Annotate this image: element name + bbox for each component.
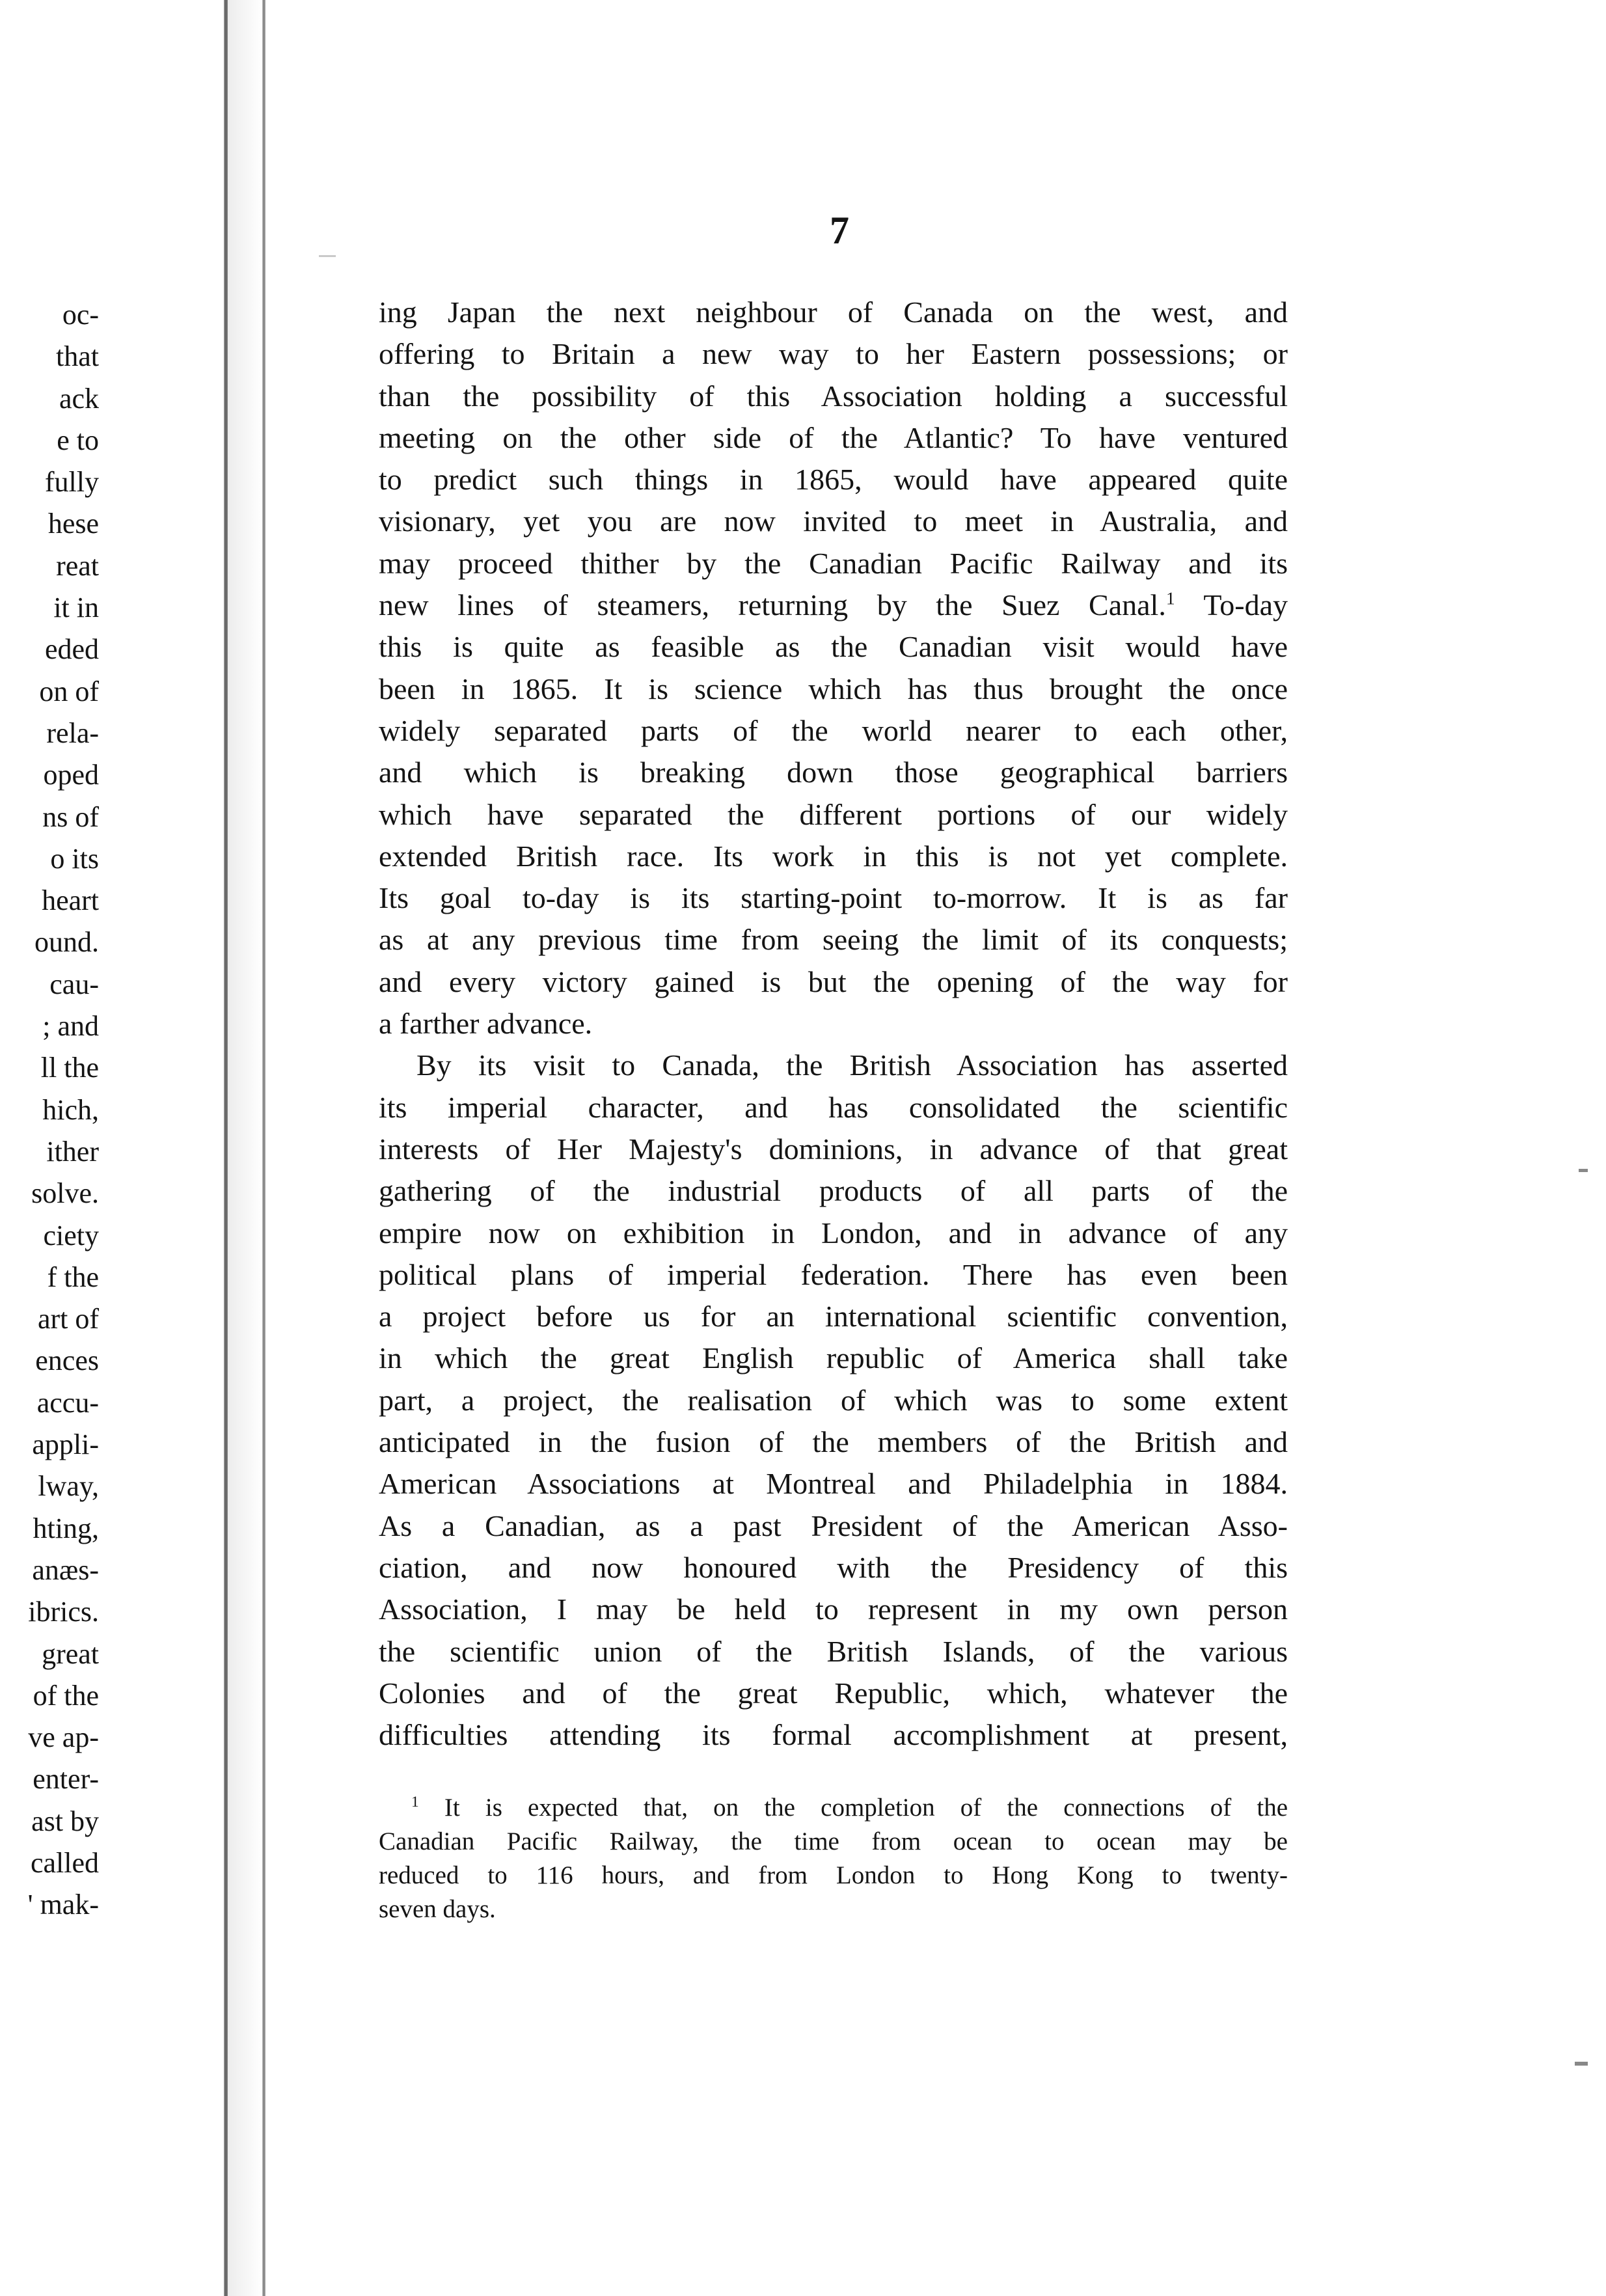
text-line: offering to Britain a new way to her Eastern possessions; or (379, 337, 1288, 371)
text-line: visionary, yet you are now invited to meet in Australia, and (379, 504, 1288, 538)
footnote-marker: 1 (1165, 588, 1175, 608)
text-line: gathering of the industrial products of all parts of the (379, 1174, 1288, 1208)
left-page-fragment: great (42, 1637, 99, 1670)
left-page-fragment: of the (33, 1679, 99, 1712)
paragraph-1 (379, 292, 1288, 1045)
text-line: a farther advance. (379, 1007, 593, 1041)
text-segment: To-day (1203, 588, 1288, 622)
footnote-marker: 1 (411, 1794, 419, 1811)
left-page-fragment: anæs- (32, 1553, 99, 1586)
text-line: as at any previous time from seeing the limit of its conquests; (379, 923, 1288, 957)
left-page-fragment: ' mak- (27, 1889, 99, 1921)
left-page-fragment: that (56, 340, 99, 373)
left-page-fragment: fully (44, 466, 99, 499)
left-page-fragment: solve. (31, 1177, 99, 1210)
left-page-text-fragments (0, 294, 99, 1926)
text-line: empire now on exhibition in London, and in advance of any (379, 1216, 1288, 1250)
text-line: Colonies and of the great Republic, which, whatever the (379, 1676, 1288, 1710)
text-line: been in 1865. It is science which has thus brought the once (379, 672, 1288, 705)
text-line: As a Canadian, as a past President of the American Asso- (379, 1509, 1288, 1542)
text-line: ciation, and now honoured with the Presidency of this (379, 1550, 1288, 1584)
gutter-line-inner (262, 0, 265, 2296)
text-line: interests of Her Majesty's dominions, in advance of that great (379, 1132, 1288, 1166)
left-page-fragment: heart (42, 884, 99, 917)
left-page-fragment: accu- (36, 1386, 99, 1419)
text-line-with-footnote (379, 584, 1288, 626)
left-page-fragment: it in (53, 592, 99, 624)
footnote-line: seven days. (379, 1895, 496, 1923)
body-text (379, 292, 1288, 1756)
left-page-fragment: on of (39, 675, 99, 707)
left-page-fragment: ibrics. (28, 1596, 99, 1628)
page-number: 7 (830, 209, 849, 252)
text-line: American Associations at Montreal and Philadelphia in 1884. (379, 1467, 1288, 1501)
footnote-line: reduced to 116 hours, and from London to Hong Kong to twenty- (379, 1861, 1288, 1889)
gutter-shadow (228, 0, 262, 2296)
left-page-fragment: ast by (31, 1805, 99, 1837)
paragraph-2 (379, 1045, 1288, 1756)
left-page-fragment: reat (56, 549, 99, 582)
left-page-fragment: ll the (40, 1052, 99, 1084)
left-page-fragment: o its (50, 842, 99, 875)
text-line: extended British race. Its work in this is not yet complete. (379, 839, 1288, 873)
text-line: Association, I may be held to represent in my own person (379, 1592, 1288, 1626)
text-line: widely separated parts of the world nearer to each other, (379, 713, 1288, 747)
left-page-fragment: ences (35, 1345, 99, 1377)
left-page-fragment: cau- (49, 968, 99, 1000)
text-line: By its visit to Canada, the British Association has asserted (416, 1048, 1288, 1082)
left-page-fragment: eded (44, 633, 99, 666)
page-tick-mark (319, 255, 336, 257)
left-page-fragment: hese (48, 508, 99, 540)
text-line: and which is breaking down those geographical barriers (379, 756, 1288, 789)
text-line: than the possibility of this Association holding a successful (379, 379, 1288, 413)
right-page-edge (1580, 0, 1606, 2296)
left-page-fragment: ither (46, 1135, 99, 1168)
left-page-fragment: ciety (43, 1219, 99, 1251)
left-page-fragment: ; and (42, 1010, 99, 1043)
footnote-line (379, 1791, 1288, 1825)
text-line: anticipated in the fusion of the members of the British and (379, 1425, 1288, 1459)
text-line: the scientific union of the British Islands, of the various (379, 1634, 1288, 1668)
text-line: a project before us for an international scientific convention, (379, 1300, 1288, 1333)
edge-mark (1579, 1169, 1588, 1172)
text-line: to predict such things in 1865, would have appeared quite (379, 463, 1288, 497)
text-line: Its goal to-day is its starting-point to-morrow. It is as far (379, 881, 1288, 915)
gutter-line-outer (224, 0, 228, 2296)
text-line: difficulties attending its formal accomplishment at present, (379, 1718, 1288, 1752)
left-page-fragment: hting, (33, 1512, 99, 1544)
footnote-line: Canadian Pacific Railway, the time from ocean to ocean may be (379, 1827, 1288, 1855)
text-line: part, a project, the realisation of which was to some extent (379, 1383, 1288, 1417)
text-line: its imperial character, and has consolidated the scientific (379, 1090, 1288, 1124)
text-line: may proceed thither by the Canadian Pacific Railway and its (379, 546, 1288, 580)
edge-mark (1575, 2062, 1588, 2066)
left-page-fragment: ound. (34, 926, 99, 959)
left-page-fragment: rela- (46, 717, 99, 749)
text-line: meeting on the other side of the Atlantic? To have ventured (379, 420, 1288, 454)
left-page-fragment: enter- (33, 1763, 99, 1796)
left-page-fragment: appli- (32, 1428, 99, 1461)
left-page-fragment: called (30, 1846, 99, 1879)
text-line: and every victory gained is but the opening of the way for (379, 964, 1288, 998)
text-segment: It is expected that, on the completion of the connections of the (444, 1794, 1288, 1822)
text-line: political plans of imperial federation. There has even been (379, 1257, 1288, 1291)
left-page-fragment: art of (37, 1303, 99, 1335)
left-page-fragment: lway, (38, 1470, 99, 1503)
footnote (379, 1791, 1288, 1926)
text-line: which have separated the different portions of our widely (379, 797, 1288, 831)
left-page-fragment: hich, (42, 1093, 99, 1126)
text-segment: new lines of steamers, returning by the Suez Canal. (379, 588, 1166, 622)
left-page-fragment: oped (43, 759, 99, 791)
text-line: ing Japan the next neighbour of Canada on the west, and (379, 295, 1288, 329)
left-page-fragment: f the (47, 1261, 99, 1293)
left-page-strip (0, 0, 223, 2296)
text-line: in which the great English republic of America shall take (379, 1341, 1288, 1375)
left-page-fragment: oc- (62, 299, 99, 331)
left-page-fragment: ack (59, 382, 99, 415)
left-page-fragment: ve ap- (28, 1721, 99, 1754)
left-page-fragment: e to (57, 424, 99, 456)
left-page-fragment: ns of (42, 800, 99, 833)
text-line: this is quite as feasible as the Canadian visit would have (379, 630, 1288, 664)
